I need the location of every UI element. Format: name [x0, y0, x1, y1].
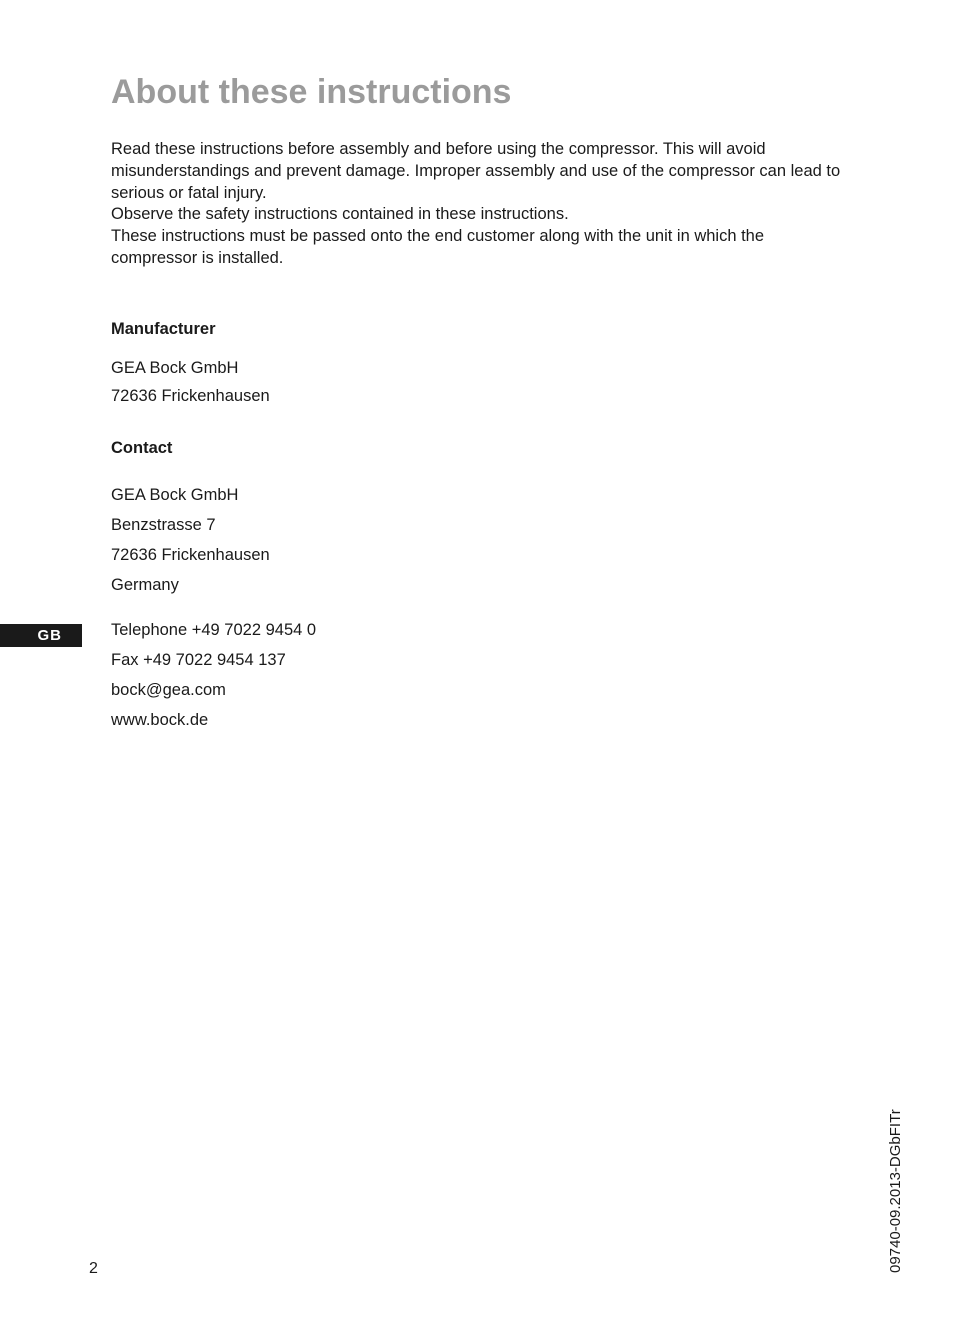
intro-paragraph: Read these instructions before assembly and before using the compressor. This will avoid misunderstandings and prevent damage. Improper assembly and use of the compressor can lead to serious or fatal injury. [111, 140, 841, 202]
intro-paragraph: Observe the safety instructions contained in these instructions. [111, 205, 569, 224]
contact-heading: Contact [111, 439, 173, 457]
contact-country: Germany [111, 576, 179, 594]
manufacturer-name: GEA Bock GmbH [111, 359, 239, 377]
contact-website[interactable]: www.bock.de [111, 711, 209, 729]
contact-company: GEA Bock GmbH [111, 486, 239, 504]
document-code: 09740-09.2013-DGbFITr [887, 1109, 904, 1273]
page-number: 2 [89, 1260, 98, 1277]
intro-paragraph: These instructions must be passed onto the end customer along with the unit in which the compressor is installed. [111, 227, 765, 267]
page-title: About these instructions [111, 73, 512, 111]
manufacturer-heading: Manufacturer [111, 320, 216, 338]
contact-email[interactable]: bock@gea.com [111, 681, 226, 699]
language-tab: GB [0, 624, 82, 647]
manufacturer-city: 72636 Frickenhausen [111, 387, 270, 405]
contact-street: Benzstrasse 7 [111, 516, 216, 534]
intro-text [111, 139, 851, 270]
contact-telephone: Telephone +49 7022 9454 0 [111, 621, 317, 639]
contact-city: 72636 Frickenhausen [111, 546, 270, 564]
contact-fax: Fax +49 7022 9454 137 [111, 651, 286, 669]
